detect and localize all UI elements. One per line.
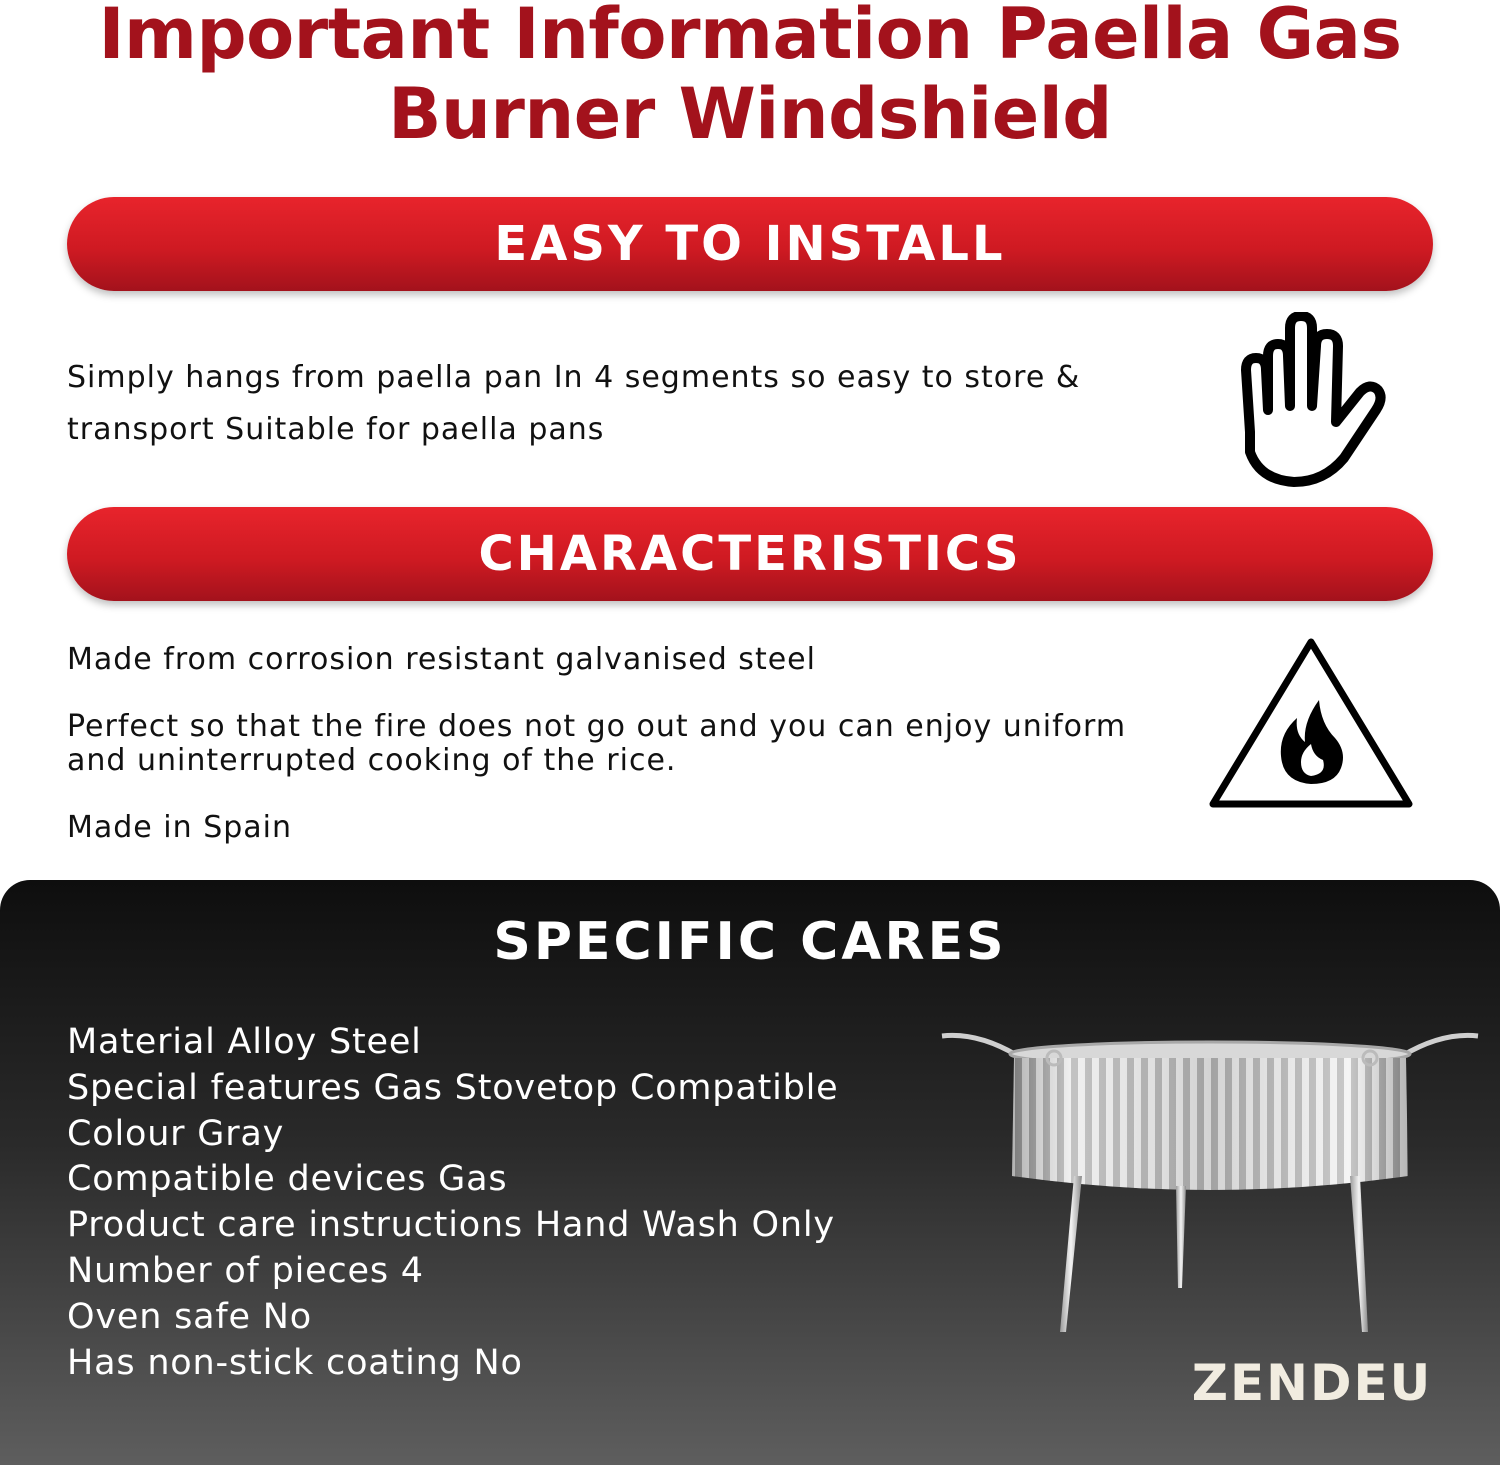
page-title-line2: Burner Windshield (388, 73, 1112, 155)
page-title-line1: Important Information Paella Gas (98, 0, 1402, 75)
characteristics-heading: CHARACTERISTICS (478, 526, 1022, 582)
spec-item: Compatible devices Gas (67, 1159, 508, 1200)
specific-cares-heading: SPECIFIC CARES (493, 912, 1007, 972)
page-title (0, 0, 1500, 154)
easy-install-text-line1: Simply hangs from paella pan In 4 segments so easy to store & (67, 360, 1081, 395)
spec-item: Number of pieces 4 (67, 1250, 424, 1291)
spec-item: Product care instructions Hand Wash Only (67, 1205, 835, 1246)
brand-logo: ZENDEU (1191, 1354, 1433, 1412)
easy-to-install-banner (67, 197, 1433, 291)
spec-item: Has non-stick coating No (67, 1342, 523, 1383)
windshield-product-image (938, 1026, 1482, 1340)
specific-cares-list (67, 1020, 839, 1386)
hand-icon (1232, 312, 1392, 488)
characteristics-item-3: Made in Spain (67, 810, 293, 845)
characteristics-banner (67, 507, 1433, 601)
easy-to-install-heading: EASY TO INSTALL (494, 216, 1006, 272)
easy-install-text-line2: transport Suitable for paella pans (67, 412, 605, 447)
spec-item: Special features Gas Stovetop Compatible (67, 1067, 839, 1108)
characteristics-item-1: Made from corrosion resistant galvanised steel (67, 642, 816, 677)
characteristics-item-2-line1: Perfect so that the fire does not go out and you can enjoy uniform (67, 709, 1127, 744)
spec-item: Oven safe No (67, 1296, 312, 1337)
characteristics-item-2 (67, 710, 1126, 778)
spec-item: Colour Gray (67, 1113, 285, 1154)
easy-install-text (67, 352, 1080, 456)
spec-item: Material Alloy Steel (67, 1022, 422, 1062)
characteristics-item-2-line2: and uninterrupted cooking of the rice. (67, 743, 677, 778)
flammable-warning-icon (1207, 634, 1415, 810)
